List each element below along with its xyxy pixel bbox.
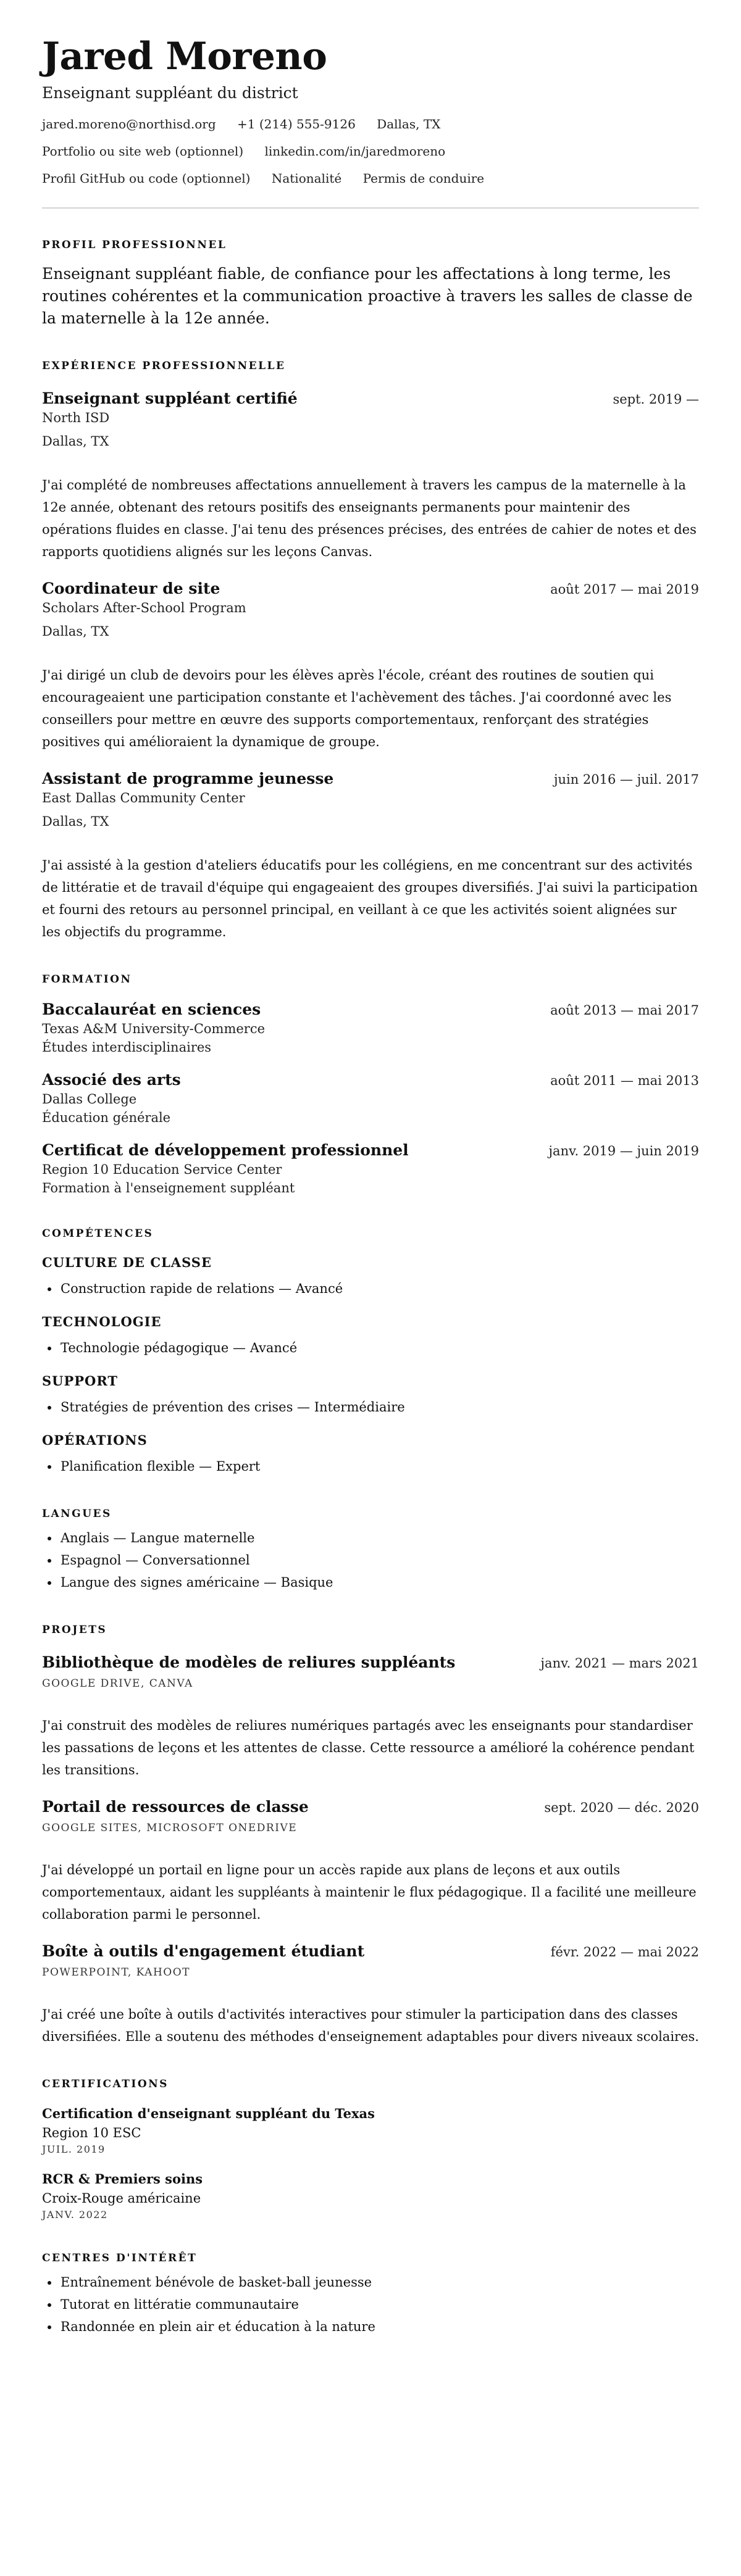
skill-item: • Construction rapide de relations — Avancé <box>59 1278 699 1300</box>
degree-date: janv. 2019 — juin 2019 <box>548 1144 699 1158</box>
language-list <box>42 1527 699 1593</box>
field-of-study: Éducation générale <box>42 1110 171 1125</box>
job-description: J'ai dirigé un club de devoirs pour les élèves après l'école, créant des routines de soutien qui encourageaient une participation constante et l'achèvement des tâches. J'ai coordonné avec les conseillers pour mettre en œuvre des supports comportementaux, renforçant des stratégies positives qui amélioraient la dynamique de groupe. <box>42 668 672 749</box>
job-description: J'ai assisté à la gestion d'ateliers éducatifs pour les collégiens, en me concentrant sur des activités de littératie et de travail d'équipe qui engageaient des groupes diversifiés. J'ai suivi la participation et fourni des retours au personnel principal, en veillant à ce que les activités soient alignées sur les objectifs du programme. <box>42 858 698 939</box>
skill-category: TECHNOLOGIE <box>42 1314 162 1329</box>
contact-line-primary <box>42 116 699 132</box>
job-description: J'ai complété de nombreuses affectations annuellement à travers les campus de la maternelle à la 12e année, obtenant des retours positifs des enseignants permanents pour maintenir des opérations fluides en classe. J'ai tenu des présences précises, des entrées de cahier de notes et des rapports quotidiens alignés sur les leçons Canvas. <box>42 478 697 559</box>
certification-issuer: Region 10 ESC <box>42 2125 141 2140</box>
degree-date: août 2013 — mai 2017 <box>550 1003 699 1018</box>
education-item <box>42 1000 699 1057</box>
interest-item: • Randonnée en plein air et éducation à la nature <box>59 2316 699 2338</box>
project-tech: GOOGLE DRIVE, CANVA <box>42 1677 193 1690</box>
experience-item <box>42 769 699 943</box>
job-date: sept. 2019 — <box>613 392 699 407</box>
summary-text: Enseignant suppléant fiable, de confiance pour les affectations à long terme, les routines cohérentes et la communication proactive à travers les salles de classe de la maternelle à la 12e année. <box>42 265 693 327</box>
job-title: Assistant de programme jeunesse <box>42 770 334 787</box>
experience-section <box>42 359 699 943</box>
language-item: • Anglais — Langue maternelle <box>59 1527 699 1549</box>
education-item <box>42 1141 699 1197</box>
job-location: Dallas, TX <box>42 434 109 449</box>
interest-list <box>42 2271 699 2338</box>
job-title: Enseignant suppléant certifié <box>42 389 298 407</box>
contact-email[interactable]: jared.moreno@northisd.org <box>42 117 216 131</box>
resume-content <box>42 35 699 2338</box>
portfolio-link[interactable]: Portfolio ou site web (optionnel) <box>42 144 244 159</box>
project-tech: GOOGLE SITES, MICROSOFT ONEDRIVE <box>42 1822 298 1834</box>
summary-heading: PROFIL PROFESSIONNEL <box>42 239 227 251</box>
contact-location: Dallas, TX <box>377 117 441 131</box>
certifications-heading: CERTIFICATIONS <box>42 2078 169 2090</box>
project-tech: POWERPOINT, KAHOOT <box>42 1966 190 1979</box>
project-title: Portail de ressources de classe <box>42 1798 309 1816</box>
candidate-name: Jared Moreno <box>42 35 327 78</box>
candidate-headline: Enseignant suppléant du district <box>42 84 298 102</box>
school-name: Texas A&M University-Commerce <box>42 1021 266 1036</box>
skill-item: • Stratégies de prévention des crises — Intermédiaire <box>59 1396 699 1418</box>
project-title: Bibliothèque de modèles de reliures suppléants <box>42 1653 456 1671</box>
certifications-section <box>42 2077 699 2222</box>
project-date: févr. 2022 — mai 2022 <box>550 1945 699 1959</box>
header-divider <box>42 207 699 209</box>
project-description: J'ai construit des modèles de reliures numériques partagés avec les enseignants pour standardiser les passations de leçons et les attentes de classe. Cette ressource a amélioré la cohérence pendant les transitions. <box>42 1718 695 1777</box>
job-employer: Scholars After-School Program <box>42 600 246 615</box>
contact-line-links <box>42 143 699 159</box>
language-item: • Langue des signes américaine — Basique <box>59 1571 699 1593</box>
field-of-study: Études interdisciplinaires <box>42 1040 212 1055</box>
certification-date: JANV. 2022 <box>42 2209 108 2221</box>
languages-section <box>42 1507 699 1593</box>
certification-date: JUIL. 2019 <box>42 2143 106 2155</box>
skill-list <box>42 1396 699 1418</box>
experience-item <box>42 579 699 753</box>
contact-line-extra <box>42 170 699 186</box>
certification-issuer: Croix-Rouge américaine <box>42 2191 201 2206</box>
education-item <box>42 1070 699 1127</box>
linkedin-link[interactable]: linkedin.com/in/jaredmoreno <box>264 144 446 159</box>
field-of-study: Formation à l'enseignement suppléant <box>42 1181 295 1195</box>
language-item: • Espagnol — Conversationnel <box>59 1549 699 1571</box>
experience-item <box>42 389 699 563</box>
degree-title: Certificat de développement professionnel <box>42 1141 409 1159</box>
project-title: Boîte à outils d'engagement étudiant <box>42 1942 365 1960</box>
skill-category: SUPPORT <box>42 1373 119 1389</box>
project-item <box>42 1653 699 1781</box>
job-title: Coordinateur de site <box>42 580 220 597</box>
school-name: Region 10 Education Service Center <box>42 1162 282 1177</box>
school-name: Dallas College <box>42 1092 137 1107</box>
education-section <box>42 973 699 1197</box>
experience-heading: EXPÉRIENCE PROFESSIONNELLE <box>42 360 286 372</box>
skill-category: OPÉRATIONS <box>42 1432 148 1448</box>
languages-heading: LANGUES <box>42 1508 112 1520</box>
degree-title: Associé des arts <box>42 1071 181 1089</box>
skill-list <box>42 1455 699 1477</box>
job-employer: North ISD <box>42 410 110 425</box>
skills-section <box>42 1227 699 1477</box>
contact-phone[interactable]: +1 (214) 555-9126 <box>237 117 356 131</box>
skill-item: • Technologie pédagogique — Avancé <box>59 1337 699 1359</box>
certification-title: RCR & Premiers soins <box>42 2171 203 2187</box>
certification-title: Certification d'enseignant suppléant du Texas <box>42 2106 375 2121</box>
interests-section <box>42 2251 699 2338</box>
summary-section <box>42 238 699 330</box>
projects-heading: PROJETS <box>42 1624 107 1636</box>
skill-item: • Planification flexible — Expert <box>59 1455 699 1477</box>
job-location: Dallas, TX <box>42 624 109 639</box>
degree-date: août 2011 — mai 2013 <box>550 1073 699 1088</box>
skill-category: CULTURE DE CLASSE <box>42 1255 212 1270</box>
job-date: août 2017 — mai 2019 <box>550 582 699 597</box>
job-date: juin 2016 — juil. 2017 <box>553 772 699 787</box>
education-heading: FORMATION <box>42 973 132 986</box>
project-date: sept. 2020 — déc. 2020 <box>544 1800 699 1815</box>
resume-header <box>42 35 699 209</box>
certification-item <box>42 2104 699 2156</box>
interests-heading: CENTRES D'INTÉRÊT <box>42 2252 198 2264</box>
skills-heading: COMPÉTENCES <box>42 1228 154 1240</box>
interest-item: • Entraînement bénévole de basket-ball jeunesse <box>59 2271 699 2293</box>
certification-item <box>42 2170 699 2222</box>
github-link[interactable]: Profil GitHub ou code (optionnel) <box>42 171 251 186</box>
project-description: J'ai créé une boîte à outils d'activités interactives pour stimuler la participation dans des classes diversifiées. Elle a soutenu des méthodes d'enseignement adaptables pour divers niveaux scolaires. <box>42 2007 699 2044</box>
degree-title: Baccalauréat en sciences <box>42 1000 261 1018</box>
nationality-field: Nationalité <box>271 171 342 186</box>
project-item <box>42 1797 699 1926</box>
job-employer: East Dallas Community Center <box>42 791 245 805</box>
skill-list <box>42 1278 699 1300</box>
interest-item: • Tutorat en littératie communautaire <box>59 2293 699 2316</box>
project-description: J'ai développé un portail en ligne pour un accès rapide aux plans de leçons et aux outils comportementaux, aidant les suppléants à maintenir le flux pédagogique. Il a facilité une meilleure collaboration parmi le personnel. <box>42 1863 697 1922</box>
project-item <box>42 1942 699 2048</box>
license-field: Permis de conduire <box>362 171 485 186</box>
projects-section <box>42 1623 699 2048</box>
skill-list <box>42 1337 699 1359</box>
job-location: Dallas, TX <box>42 814 109 829</box>
project-date: janv. 2021 — mars 2021 <box>540 1656 699 1671</box>
